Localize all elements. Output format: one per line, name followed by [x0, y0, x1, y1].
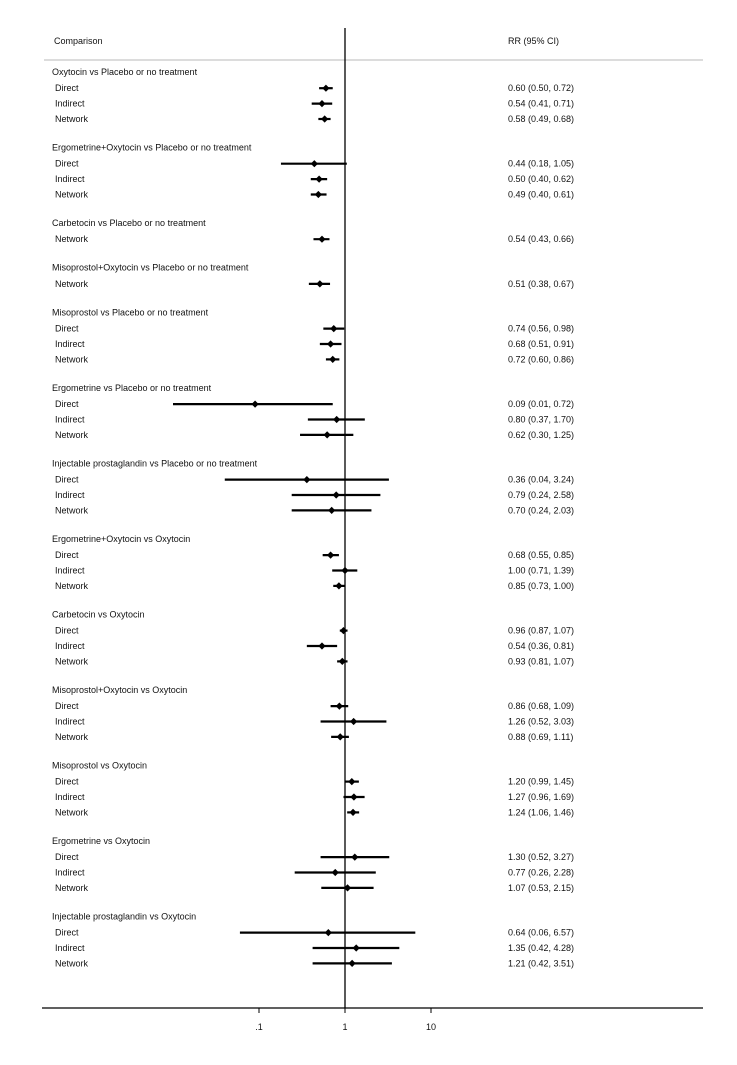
row-label-misoprostol-oxytocin-vs-oxytocin-network: Network — [55, 731, 89, 742]
estimate-marker-injectable-prostaglandin-vs-placebo-or-no-treatment-indirect — [333, 491, 340, 498]
estimate-marker-injectable-prostaglandin-vs-oxytocin-network — [349, 960, 356, 967]
estimate-marker-ergometrine-vs-oxytocin-indirect — [332, 869, 339, 876]
estimate-marker-injectable-prostaglandin-vs-placebo-or-no-treatment-network — [328, 507, 335, 514]
rr-value-ergometrine-vs-oxytocin-indirect: 0.77 (0.26, 2.28) — [508, 867, 575, 878]
rr-value-ergometrine-vs-oxytocin-direct: 1.30 (0.52, 3.27) — [508, 852, 575, 863]
row-label-injectable-prostaglandin-vs-placebo-or-no-treatment-indirect: Indirect — [55, 490, 85, 500]
group-title-injectable-prostaglandin-vs-placebo-or-no-treatment: Injectable prostaglandin vs Placebo or no treatment — [52, 458, 258, 469]
row-label-oxytocin-vs-placebo-or-no-treatment-indirect: Indirect — [55, 98, 85, 109]
row-label-misoprostol-vs-oxytocin-indirect: Indirect — [55, 792, 85, 802]
rr-value-ergometrine-vs-placebo-or-no-treatment-network: 0.62 (0.30, 1.25) — [508, 429, 575, 440]
row-label-misoprostol-vs-placebo-or-no-treatment-indirect: Indirect — [55, 339, 85, 349]
row-label-misoprostol-oxytocin-vs-oxytocin-indirect: Indirect — [55, 716, 85, 727]
row-label-ergometrine-vs-placebo-or-no-treatment-indirect: Indirect — [55, 414, 85, 425]
row-label-ergometrine-oxytocin-vs-oxytocin-direct: Direct — [55, 550, 79, 561]
comparison-group — [52, 383, 574, 440]
rr-value-misoprostol-vs-placebo-or-no-treatment-network: 0.72 (0.60, 0.86) — [508, 354, 575, 365]
estimate-marker-misoprostol-vs-placebo-or-no-treatment-direct — [330, 325, 337, 332]
estimate-marker-oxytocin-vs-placebo-or-no-treatment-network — [321, 115, 328, 122]
estimate-marker-misoprostol-vs-oxytocin-indirect — [350, 793, 357, 800]
group-title-oxytocin-vs-placebo-or-no-treatment: Oxytocin vs Placebo or no treatment — [52, 67, 198, 77]
comparison-group — [52, 760, 574, 817]
rr-value-misoprostol-oxytocin-vs-oxytocin-network: 0.88 (0.69, 1.11) — [508, 731, 574, 742]
rr-value-ergometrine-oxytocin-vs-placebo-or-no-treatment-indirect: 0.50 (0.40, 0.62) — [508, 174, 575, 185]
row-label-carbetocin-vs-oxytocin-direct: Direct — [55, 625, 79, 636]
comparison-group — [52, 67, 574, 124]
estimate-marker-misoprostol-oxytocin-vs-oxytocin-direct — [336, 703, 343, 710]
comparison-group — [52, 609, 574, 666]
estimate-marker-misoprostol-vs-placebo-or-no-treatment-indirect — [327, 340, 334, 347]
row-label-oxytocin-vs-placebo-or-no-treatment-network: Network — [55, 114, 89, 124]
estimate-marker-carbetocin-vs-placebo-or-no-treatment-network — [318, 236, 325, 243]
comparison-header: Comparison — [54, 36, 103, 46]
estimate-marker-ergometrine-oxytocin-vs-placebo-or-no-treatment-direct — [311, 160, 318, 167]
group-title-misoprostol-oxytocin-vs-placebo-or-no-treatment: Misoprostol+Oxytocin vs Placebo or no treatment — [52, 262, 249, 273]
group-title-ergometrine-vs-placebo-or-no-treatment: Ergometrine vs Placebo or no treatment — [52, 382, 212, 393]
rr-value-misoprostol-oxytocin-vs-oxytocin-direct: 0.86 (0.68, 1.09) — [508, 701, 575, 712]
row-label-ergometrine-oxytocin-vs-oxytocin-indirect: Indirect — [55, 565, 85, 576]
row-label-injectable-prostaglandin-vs-oxytocin-network: Network — [55, 958, 89, 969]
comparison-group — [52, 458, 574, 515]
rr-ci-header: RR (95% CI) — [508, 36, 560, 46]
row-label-ergometrine-oxytocin-vs-placebo-or-no-treatment-direct: Direct — [55, 158, 79, 169]
estimate-marker-misoprostol-vs-oxytocin-network — [349, 809, 356, 816]
rr-value-ergometrine-oxytocin-vs-oxytocin-network: 0.85 (0.73, 1.00) — [508, 580, 575, 591]
comparison-group — [52, 911, 574, 968]
row-label-injectable-prostaglandin-vs-oxytocin-indirect: Indirect — [55, 943, 85, 953]
rr-value-ergometrine-vs-placebo-or-no-treatment-indirect: 0.80 (0.37, 1.70) — [508, 414, 575, 425]
rr-value-ergometrine-oxytocin-vs-oxytocin-direct: 0.68 (0.55, 0.85) — [508, 550, 575, 561]
comparison-group — [52, 307, 574, 364]
rr-value-injectable-prostaglandin-vs-oxytocin-direct: 0.64 (0.06, 6.57) — [508, 927, 575, 938]
group-title-injectable-prostaglandin-vs-oxytocin: Injectable prostaglandin vs Oxytocin — [52, 911, 197, 922]
estimate-marker-oxytocin-vs-placebo-or-no-treatment-direct — [322, 85, 329, 92]
rr-value-misoprostol-oxytocin-vs-placebo-or-no-treatment-network: 0.51 (0.38, 0.67) — [508, 278, 575, 289]
rr-value-ergometrine-oxytocin-vs-placebo-or-no-treatment-direct: 0.44 (0.18, 1.05) — [508, 158, 575, 169]
comparison-group — [52, 534, 574, 591]
row-label-injectable-prostaglandin-vs-oxytocin-direct: Direct — [55, 927, 79, 938]
rr-value-injectable-prostaglandin-vs-placebo-or-no-treatment-network: 0.70 (0.24, 2.03) — [508, 505, 575, 516]
row-label-ergometrine-vs-oxytocin-indirect: Indirect — [55, 867, 85, 878]
row-label-ergometrine-vs-oxytocin-direct: Direct — [55, 852, 79, 863]
estimate-marker-carbetocin-vs-oxytocin-direct — [340, 627, 347, 634]
comparison-group — [52, 836, 574, 893]
estimate-marker-injectable-prostaglandin-vs-oxytocin-indirect — [353, 944, 360, 951]
row-label-misoprostol-oxytocin-vs-placebo-or-no-treatment-network: Network — [55, 278, 89, 289]
rr-value-injectable-prostaglandin-vs-placebo-or-no-treatment-direct: 0.36 (0.04, 3.24) — [508, 474, 575, 485]
estimate-marker-oxytocin-vs-placebo-or-no-treatment-indirect — [318, 100, 325, 107]
estimate-marker-ergometrine-oxytocin-vs-oxytocin-direct — [327, 552, 334, 559]
comparison-group — [52, 143, 574, 200]
x-tick-label: 1 — [342, 1022, 348, 1032]
estimate-marker-misoprostol-vs-placebo-or-no-treatment-network — [329, 356, 336, 363]
estimate-marker-misoprostol-vs-oxytocin-direct — [348, 778, 355, 785]
estimate-marker-ergometrine-oxytocin-vs-oxytocin-network — [335, 582, 342, 589]
rr-value-misoprostol-vs-oxytocin-direct: 1.20 (0.99, 1.45) — [508, 776, 575, 787]
estimate-marker-ergometrine-oxytocin-vs-placebo-or-no-treatment-indirect — [316, 176, 323, 183]
estimate-marker-ergometrine-oxytocin-vs-placebo-or-no-treatment-network — [315, 191, 322, 198]
row-label-injectable-prostaglandin-vs-placebo-or-no-treatment-network: Network — [55, 505, 89, 516]
rr-value-carbetocin-vs-oxytocin-network: 0.93 (0.81, 1.07) — [508, 656, 575, 667]
rr-value-ergometrine-vs-placebo-or-no-treatment-direct: 0.09 (0.01, 0.72) — [508, 399, 575, 410]
row-label-ergometrine-oxytocin-vs-oxytocin-network: Network — [55, 580, 89, 591]
estimate-marker-misoprostol-oxytocin-vs-oxytocin-network — [337, 733, 344, 740]
row-label-ergometrine-oxytocin-vs-placebo-or-no-treatment-indirect: Indirect — [55, 174, 85, 185]
estimate-marker-misoprostol-oxytocin-vs-oxytocin-indirect — [350, 718, 357, 725]
x-tick-label: .1 — [255, 1022, 263, 1032]
row-label-misoprostol-vs-oxytocin-direct: Direct — [55, 776, 79, 787]
rr-value-misoprostol-oxytocin-vs-oxytocin-indirect: 1.26 (0.52, 3.03) — [508, 716, 575, 727]
row-label-misoprostol-vs-placebo-or-no-treatment-direct: Direct — [55, 323, 79, 334]
row-label-ergometrine-vs-oxytocin-network: Network — [55, 882, 89, 893]
comparison-group — [52, 263, 574, 289]
group-title-carbetocin-vs-placebo-or-no-treatment: Carbetocin vs Placebo or no treatment — [52, 218, 206, 228]
rr-value-misoprostol-vs-oxytocin-indirect: 1.27 (0.96, 1.69) — [508, 792, 575, 802]
row-label-ergometrine-vs-placebo-or-no-treatment-network: Network — [55, 429, 89, 440]
row-label-misoprostol-vs-oxytocin-network: Network — [55, 807, 89, 818]
row-label-oxytocin-vs-placebo-or-no-treatment-direct: Direct — [55, 83, 79, 94]
group-title-misoprostol-oxytocin-vs-oxytocin: Misoprostol+Oxytocin vs Oxytocin — [52, 684, 188, 695]
estimate-marker-ergometrine-vs-oxytocin-direct — [351, 854, 358, 861]
rr-value-oxytocin-vs-placebo-or-no-treatment-network: 0.58 (0.49, 0.68) — [508, 114, 575, 124]
estimate-marker-ergometrine-vs-placebo-or-no-treatment-network — [324, 431, 331, 438]
rr-value-injectable-prostaglandin-vs-oxytocin-network: 1.21 (0.42, 3.51) — [508, 958, 575, 969]
group-title-ergometrine-vs-oxytocin: Ergometrine vs Oxytocin — [52, 835, 151, 846]
row-label-carbetocin-vs-oxytocin-indirect: Indirect — [55, 641, 85, 651]
rr-value-misoprostol-vs-placebo-or-no-treatment-direct: 0.74 (0.56, 0.98) — [508, 323, 575, 334]
group-title-misoprostol-vs-oxytocin: Misoprostol vs Oxytocin — [52, 760, 148, 771]
estimate-marker-ergometrine-vs-placebo-or-no-treatment-indirect — [333, 416, 340, 423]
rr-value-carbetocin-vs-placebo-or-no-treatment-network: 0.54 (0.43, 0.66) — [508, 234, 575, 245]
rr-value-oxytocin-vs-placebo-or-no-treatment-indirect: 0.54 (0.41, 0.71) — [508, 98, 575, 109]
row-label-ergometrine-vs-placebo-or-no-treatment-direct: Direct — [55, 399, 79, 410]
row-label-ergometrine-oxytocin-vs-placebo-or-no-treatment-network: Network — [55, 189, 89, 200]
row-label-misoprostol-vs-placebo-or-no-treatment-network: Network — [55, 354, 89, 365]
comparison-group — [52, 685, 574, 742]
row-label-carbetocin-vs-placebo-or-no-treatment-network: Network — [55, 234, 89, 245]
group-title-carbetocin-vs-oxytocin: Carbetocin vs Oxytocin — [52, 609, 145, 620]
forest-rows — [52, 67, 574, 968]
rr-value-oxytocin-vs-placebo-or-no-treatment-direct: 0.60 (0.50, 0.72) — [508, 83, 575, 94]
group-title-misoprostol-vs-placebo-or-no-treatment: Misoprostol vs Placebo or no treatment — [52, 307, 209, 318]
estimate-marker-ergometrine-vs-placebo-or-no-treatment-direct — [251, 401, 258, 408]
rr-value-injectable-prostaglandin-vs-placebo-or-no-treatment-indirect: 0.79 (0.24, 2.58) — [508, 490, 575, 500]
rr-value-carbetocin-vs-oxytocin-indirect: 0.54 (0.36, 0.81) — [508, 641, 575, 651]
estimate-marker-misoprostol-oxytocin-vs-placebo-or-no-treatment-network — [316, 280, 323, 287]
rr-value-misoprostol-vs-placebo-or-no-treatment-indirect: 0.68 (0.51, 0.91) — [508, 339, 575, 349]
row-label-misoprostol-oxytocin-vs-oxytocin-direct: Direct — [55, 701, 79, 712]
group-title-ergometrine-oxytocin-vs-oxytocin: Ergometrine+Oxytocin vs Oxytocin — [52, 533, 191, 544]
estimate-marker-injectable-prostaglandin-vs-oxytocin-direct — [325, 929, 332, 936]
rr-value-ergometrine-oxytocin-vs-placebo-or-no-treatment-network: 0.49 (0.40, 0.61) — [508, 189, 575, 200]
rr-value-injectable-prostaglandin-vs-oxytocin-indirect: 1.35 (0.42, 4.28) — [508, 943, 575, 953]
x-axis-ticks — [255, 1008, 436, 1032]
rr-value-ergometrine-vs-oxytocin-network: 1.07 (0.53, 2.15) — [508, 882, 575, 893]
group-title-ergometrine-oxytocin-vs-placebo-or-no-treatment: Ergometrine+Oxytocin vs Placebo or no treatment — [52, 142, 252, 153]
rr-value-carbetocin-vs-oxytocin-direct: 0.96 (0.87, 1.07) — [508, 625, 575, 636]
row-label-injectable-prostaglandin-vs-placebo-or-no-treatment-direct: Direct — [55, 474, 79, 485]
comparison-group — [52, 218, 574, 244]
x-tick-label: 10 — [425, 1022, 437, 1032]
estimate-marker-carbetocin-vs-oxytocin-indirect — [318, 642, 325, 649]
estimate-marker-injectable-prostaglandin-vs-placebo-or-no-treatment-direct — [303, 476, 310, 483]
rr-value-misoprostol-vs-oxytocin-network: 1.24 (1.06, 1.46) — [508, 807, 575, 818]
rr-value-ergometrine-oxytocin-vs-oxytocin-indirect: 1.00 (0.71, 1.39) — [508, 565, 575, 576]
row-label-carbetocin-vs-oxytocin-network: Network — [55, 656, 89, 667]
